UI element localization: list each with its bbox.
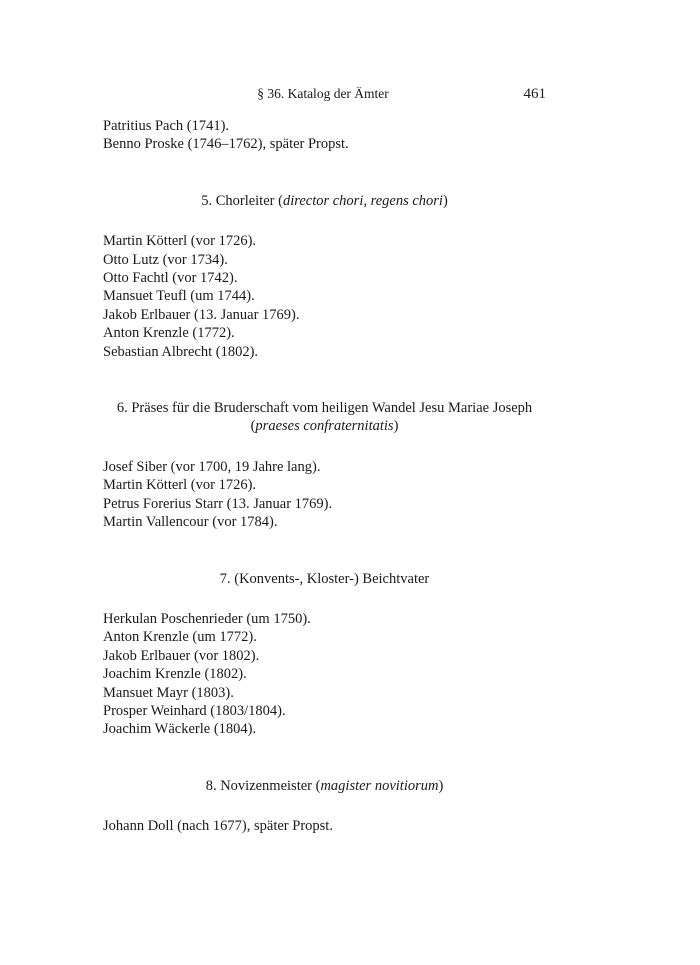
list-item: Benno Proske (1746–1762), später Propst. [103, 136, 349, 153]
list-item: Mansuet Mayr (1803). [103, 684, 234, 701]
list-item: Joachim Wäckerle (1804). [103, 721, 257, 738]
beichtvater-list [103, 610, 546, 739]
running-head [0, 84, 700, 104]
heading-text: ) [438, 777, 444, 794]
running-title: § 36. Katalog der Ämter [257, 86, 389, 101]
list-item: Sebastian Albrecht (1802). [103, 343, 259, 360]
list-item: Patritius Pach (1741). [103, 118, 230, 134]
heading-text: ) [393, 418, 399, 435]
list-item: Martin Vallencour (vor 1784). [103, 514, 278, 531]
heading-text: 8. Novizenmeister ( [205, 777, 321, 794]
section-heading-novizenmeister [103, 777, 546, 795]
section-heading-beichtvater: 7. (Konvents-, Kloster-) Beichtvater [219, 570, 430, 587]
list-item: Jakob Erlbauer (vor 1802). [103, 647, 260, 664]
list-item: Otto Fachtl (vor 1742). [103, 270, 238, 287]
heading-text: ) [442, 192, 448, 209]
heading-latin: praeses confraternitatis [255, 418, 394, 435]
list-item: Martin Kötterl (vor 1726). [103, 477, 257, 494]
page-number: 461 [523, 86, 546, 102]
list-item: Otto Lutz (vor 1734). [103, 251, 228, 268]
list-item: Anton Krenzle (um 1772). [103, 629, 257, 646]
list-item: Josef Siber (vor 1700, 19 Jahre lang). [103, 458, 321, 475]
list-item: Martin Kötterl (vor 1726). [103, 233, 257, 250]
chorleiter-list [103, 232, 546, 361]
heading-latin: director chori [282, 192, 364, 209]
heading-latin: regens chori [370, 192, 443, 209]
intro-list [103, 117, 546, 154]
heading-line [103, 417, 546, 435]
list-item: Anton Krenzle (1772). [103, 325, 235, 342]
heading-text: 5. Chorleiter ( [201, 192, 283, 209]
section-heading-chorleiter [103, 192, 546, 210]
list-item: Prosper Weinhard (1803/1804). [103, 702, 286, 719]
list-item: Herkulan Poschenrieder (um 1750). [103, 610, 311, 627]
section-heading-praeses [103, 399, 546, 436]
heading-latin: magister novitiorum [320, 777, 439, 794]
page-body [103, 117, 546, 836]
heading-text: ( [250, 418, 256, 435]
list-item: Jakob Erlbauer (13. Januar 1769). [103, 306, 300, 323]
list-item: Petrus Forerius Starr (13. Januar 1769). [103, 495, 333, 512]
novizenmeister-list [103, 817, 546, 835]
list-item: Joachim Krenzle (1802). [103, 666, 247, 683]
list-item: Johann Doll (nach 1677), später Propst. [103, 818, 333, 835]
list-item: Mansuet Teufl (um 1744). [103, 288, 255, 305]
praeses-list [103, 458, 546, 532]
heading-text: , [363, 192, 371, 209]
heading-line: 6. Präses für die Bruderschaft vom heiligen Wandel Jesu Mariae Joseph [116, 400, 533, 417]
